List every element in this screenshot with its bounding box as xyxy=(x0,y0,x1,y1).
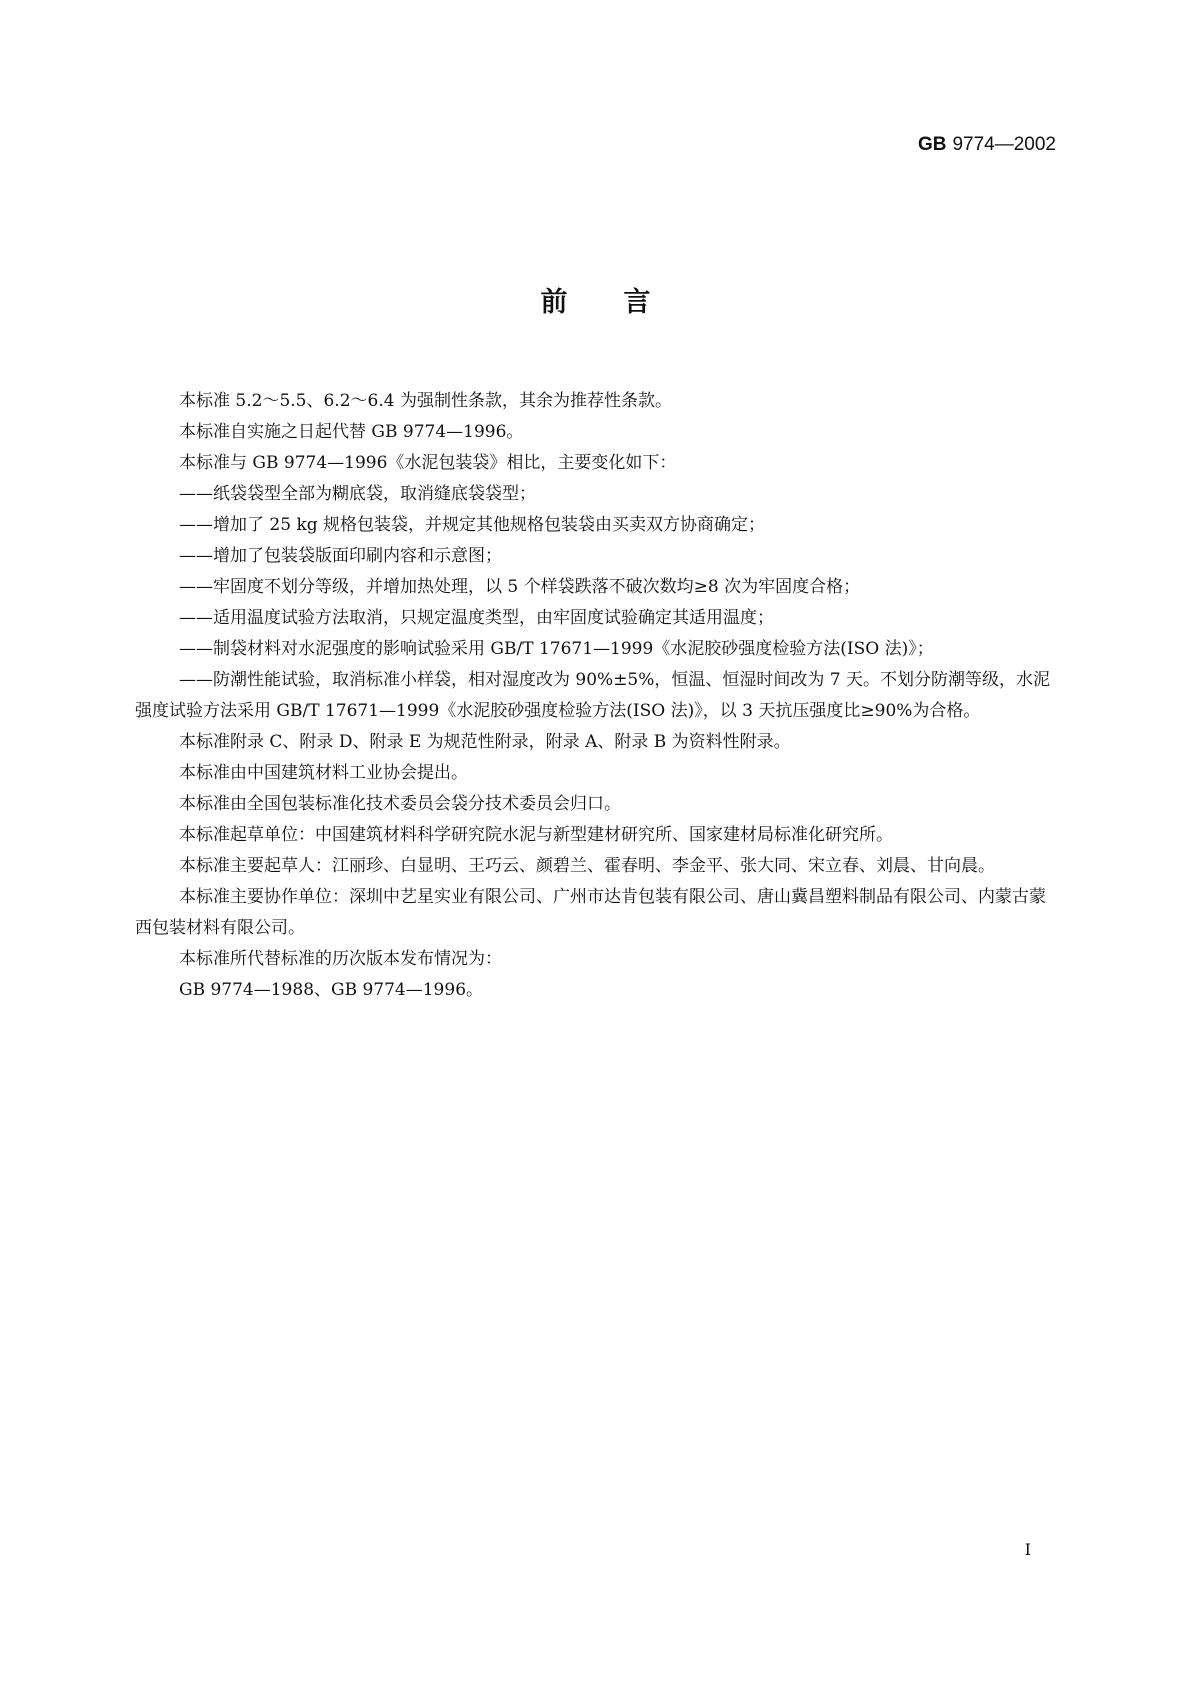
paragraph: 本标准由全国包装标准化技术委员会袋分技术委员会归口。 xyxy=(179,794,621,814)
paragraph: 本标准主要协作单位：深圳中艺星实业有限公司、广州市达肯包装有限公司、唐山冀昌塑料制品有限公司、内蒙古蒙西包装材料有限公司。 xyxy=(135,887,1046,938)
standard-number xyxy=(918,134,1056,156)
standard-prefix: GB xyxy=(917,134,947,155)
paragraph: 本标准由中国建筑材料工业协会提出。 xyxy=(179,763,468,783)
change-item: ——纸袋袋型全部为糊底袋，取消缝底袋袋型； xyxy=(179,484,536,504)
paragraph: 本标准与 GB 9774—1996《水泥包装袋》相比，主要变化如下： xyxy=(179,453,677,473)
paragraph: 本标准 5.2～5.5、6.2～6.4 为强制性条款，其余为推荐性条款。 xyxy=(179,391,672,411)
paragraph: GB 9774—1988、GB 9774—1996。 xyxy=(179,980,484,1000)
change-item: ——增加了 25 kg 规格包装袋，并规定其他规格包装袋由买卖双方协商确定； xyxy=(179,515,766,535)
change-item: ——防潮性能试验，取消标准小样袋，相对湿度改为 90%±5%，恒温、恒湿时间改为 7 天。不划分防潮等级，水泥强度试验方法采用 GB/T 17671—1999《水泥胶砂强度检验方法(ISO 法)》，以 3 天抗压强度比≥90%为合格。 xyxy=(135,670,1051,721)
change-item: ——牢固度不划分等级，并增加热处理，以 5 个样袋跌落不破次数均≥8 次为牢固度合格； xyxy=(179,577,861,597)
paragraph: 本标准所代替标准的历次版本发布情况为： xyxy=(179,949,502,969)
foreword-body xyxy=(135,386,1055,1006)
standard-code: 9774—2002 xyxy=(952,134,1056,155)
change-item: ——制袋材料对水泥强度的影响试验采用 GB/T 17671—1999《水泥胶砂强度检验方法(ISO 法)》； xyxy=(179,639,934,659)
paragraph: 本标准主要起草人：江丽珍、白显明、王巧云、颜碧兰、霍春明、李金平、张大同、宋立春、刘晨、甘向晨。 xyxy=(179,856,995,876)
paragraph: 本标准附录 C、附录 D、附录 E 为规范性附录，附录 A、附录 B 为资料性附录。 xyxy=(179,732,791,752)
change-item: ——增加了包装袋版面印刷内容和示意图； xyxy=(179,546,502,566)
paragraph: 本标准起草单位：中国建筑材料科学研究院水泥与新型建材研究所、国家建材局标准化研究所。 xyxy=(179,825,893,845)
page-number: I xyxy=(1024,1540,1031,1559)
paragraph: 本标准自实施之日起代替 GB 9774—1996。 xyxy=(179,422,524,442)
change-item: ——适用温度试验方法取消，只规定温度类型，由牢固度试验确定其适用温度； xyxy=(179,608,774,628)
page-title: 前言 xyxy=(540,287,707,318)
